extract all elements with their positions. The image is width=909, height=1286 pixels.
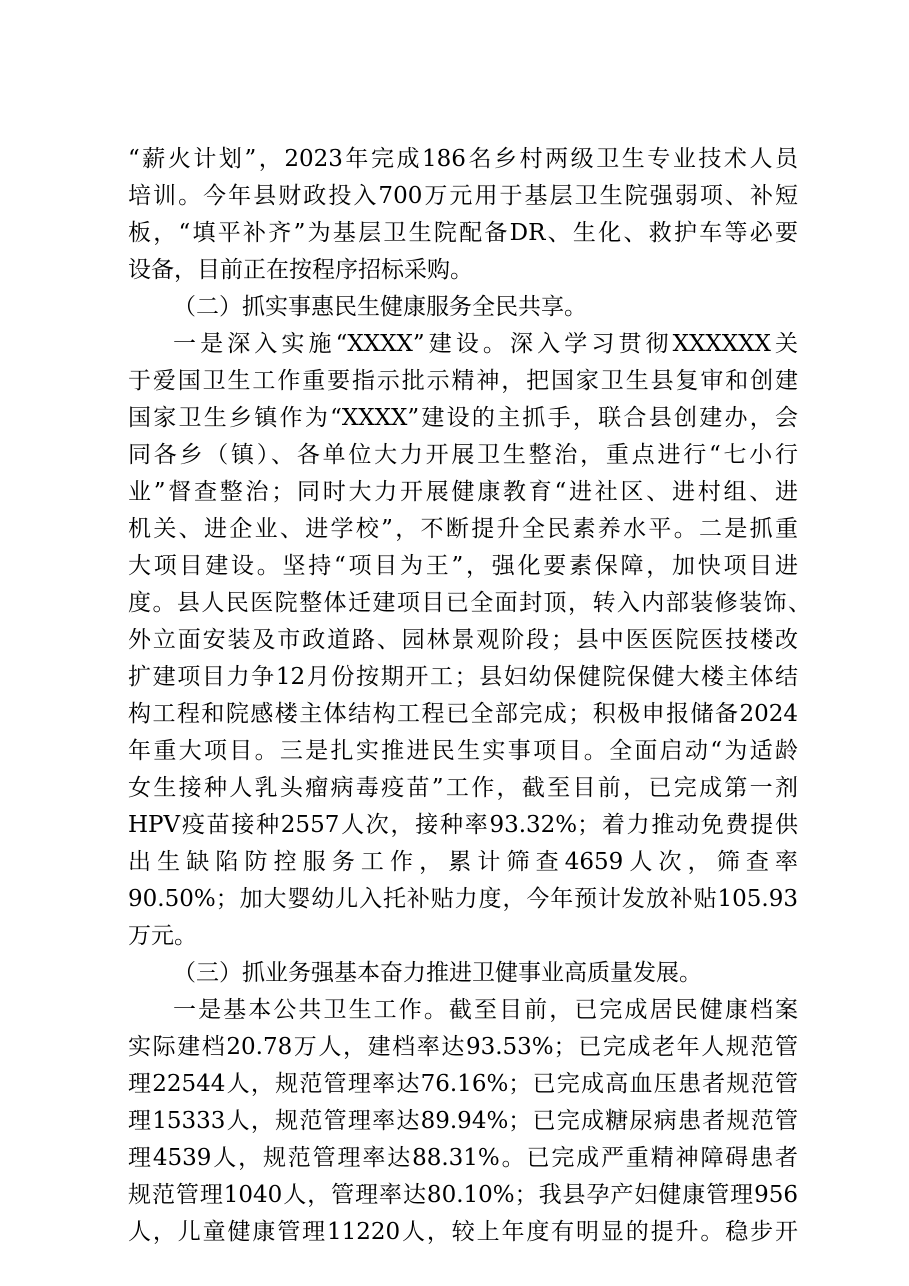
text-line: 女生接种人乳头瘤病毒疫苗”工作，截至目前，已完成第一剂: [128, 775, 798, 801]
text-line: 人，儿童健康管理11220人，较上年度有明显的提升。稳步开: [128, 1219, 798, 1245]
text-line: 扩建项目力争12月份按期开工；县妇幼保健院保健大楼主体结: [128, 664, 798, 690]
text-line: 同各乡（镇）、各单位大力开展卫生整治，重点进行“七小行: [128, 442, 798, 468]
text-line: 培训。今年县财政投入700万元用于基层卫生院强弱项、补短: [128, 183, 798, 209]
text-line: 业”督查整治；同时大力开展健康教育“进社区、进村组、进: [128, 479, 798, 505]
text-line: 板，“填平补齐”为基层卫生院配备DR、生化、救护车等必要: [128, 220, 798, 246]
text-line: 机关、进企业、进学校”，不断提升全民素养水平。二是抓重: [128, 516, 798, 542]
text-line: 实际建档20.78万人，建档率达93.53%；已完成老年人规范管: [128, 1034, 798, 1060]
text-line: 出生缺陷防控服务工作，累计筛查4659人次，筛查率: [128, 849, 798, 875]
text-line: 理4539人，规范管理率达88.31%。已完成严重精神障碍患者: [128, 1145, 798, 1171]
text-line: 大项目建设。坚持“项目为王”，强化要素保障，加快项目进: [128, 553, 798, 579]
text-line: 年重大项目。三是扎实推进民生实事项目。全面启动“为适龄: [128, 738, 798, 764]
text-line: 90.50%；加大婴幼儿入托补贴力度，今年预计发放补贴105.93: [128, 886, 798, 912]
text-line: HPV疫苗接种2557人次，接种率93.32%；着力推动免费提供: [128, 812, 798, 838]
text-line: “薪火计划”，2023年完成186名乡村两级卫生专业技术人员: [128, 146, 798, 172]
text-line: 一是基本公共卫生工作。截至目前，已完成居民健康档案: [173, 997, 798, 1023]
text-line: 理15333人，规范管理率达89.94%；已完成糖尿病患者规范管: [128, 1108, 798, 1134]
text-line: 国家卫生乡镇作为“XXXX”建设的主抓手，联合县创建办，会: [128, 405, 798, 431]
section-heading: （二）抓实事惠民生健康服务全民共享。: [173, 294, 587, 320]
text-line: 于爱国卫生工作重要指示批示精神，把国家卫生县复审和创建: [128, 368, 798, 394]
text-line: 规范管理1040人，管理率达80.10%；我县孕产妇健康管理956: [128, 1182, 798, 1208]
text-line: 度。县人民医院整体迁建项目已全面封顶，转入内部装修装饰、: [128, 590, 811, 616]
section-heading: （三）抓业务强基本奋力推进卫健事业高质量发展。: [173, 960, 702, 986]
text-line: 设备，目前正在按程序招标采购。: [128, 257, 473, 283]
text-line: 一是深入实施“XXXX”建设。深入学习贯彻XXXXXX关: [173, 331, 798, 357]
text-line: 构工程和院感楼主体结构工程已全部完成；积极申报储备2024: [128, 701, 798, 727]
text-line: 外立面安装及市政道路、园林景观阶段；县中医医院医技楼改: [128, 627, 798, 653]
text-line: 理22544人，规范管理率达76.16%；已完成高血压患者规范管: [128, 1071, 798, 1097]
text-line: 万元。: [128, 923, 197, 949]
